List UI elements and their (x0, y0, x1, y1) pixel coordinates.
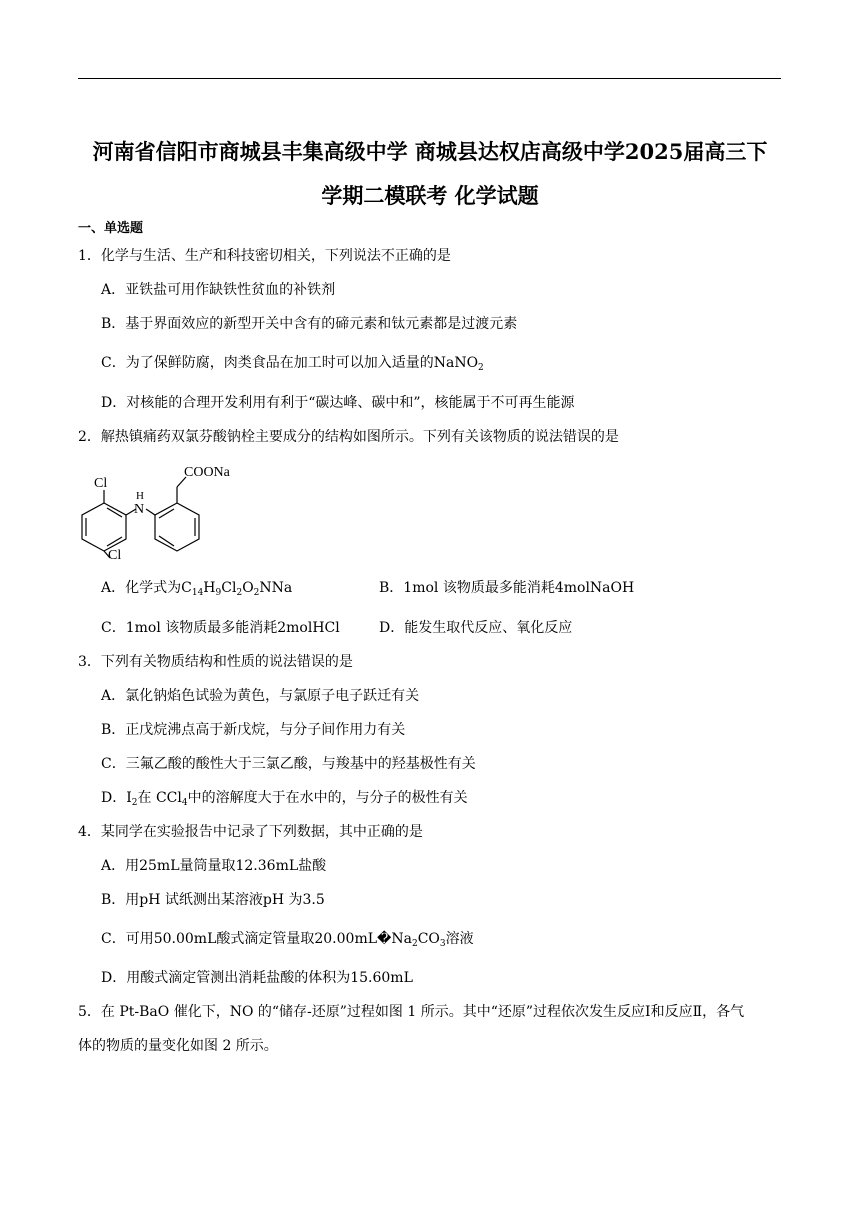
exam-title-line-1: 河南省信阳市商城县丰集高级中学 商城县达权店高级中学2025届高三下 (92, 139, 768, 164)
q4-option-c: C．可用50.00mL酸式滴定管量取$20.00mL�Na_2CO_3$溶液 (101, 931, 474, 949)
q4-option-b: B．用pH 试纸测出某溶液pH 为3.5 (101, 892, 325, 908)
q3-option-d: D．$I_2$在 CCl$_4$中的溶解度大于在水中的，与分子的极性有关 (101, 790, 468, 808)
q1-option-a: A．亚铁盐可用作缺铁性贫血的补铁剂 (101, 282, 336, 298)
q2-option-d: D．能发生取代反应、氧化反应 (379, 620, 573, 636)
structure-cl-top: Cl (94, 476, 108, 491)
q3-option-c: C．三氟乙酸的酸性大于三氯乙酸，与羧基中的羟基极性有关 (101, 756, 476, 772)
q4-stem: 4．某同学在实验报告中记录了下列数据，其中正确的是 (78, 824, 423, 840)
q5-stem-line-2: 体的物质的量变化如图 2 所示。 (78, 1038, 278, 1054)
structure-coona: COONa (184, 465, 230, 480)
q5-stem-line-1: 5．在 Pt-BaO 催化下，NO 的“储存-还原”过程如图 1 所示。其中“还原”过程依次发生反应Ⅰ和反应Ⅱ，各气 (78, 1004, 745, 1020)
q2-option-b: B．1mol 该物质最多能消耗4molNaOH (379, 580, 635, 596)
header-rule (78, 78, 781, 79)
q4-option-d: D．用酸式滴定管测出消耗盐酸的体积为15.60mL (101, 970, 413, 986)
section-heading: 一、单选题 (78, 221, 144, 236)
diclofenac-structure-figure (74, 460, 274, 560)
q3-option-b: B．正戊烷沸点高于新戊烷，与分子间作用力有关 (101, 722, 406, 738)
q1-option-d: D．对核能的合理开发利用有利于“碳达峰、碳中和”，核能属于不可再生能源 (101, 395, 575, 411)
structure-n: N (134, 502, 145, 517)
exam-title-line-2: 学期二模联考 化学试题 (321, 183, 539, 208)
q3-option-a: A．氯化钠焰色试验为黄色，与氯原子电子跃迁有关 (101, 688, 420, 704)
q2-stem: 2．解热镇痛药双氯芬酸钠栓主要成分的结构如图所示。下列有关该物质的说法错误的是 (78, 429, 619, 445)
q2-option-a: A．化学式为$C_{14}H_9Cl_2O_2NNa$ (101, 580, 293, 598)
q3-stem: 3．下列有关物质结构和性质的说法错误的是 (78, 654, 353, 670)
structure-h: H (136, 490, 144, 502)
q1-option-b: B．基于界面效应的新型开关中含有的碲元素和钛元素都是过渡元素 (101, 316, 518, 332)
q1-option-c: C．为了保鲜防腐，肉类食品在加工时可以加入适量的NaNO$_2$ (101, 355, 484, 373)
structure-cl-bottom: Cl (108, 548, 122, 560)
q1-stem: 1．化学与生活、生产和科技密切相关，下列说法不正确的是 (78, 248, 451, 264)
q4-option-a: A．用25mL量筒量取12.36mL盐酸 (101, 858, 327, 874)
q2-option-c: C．1mol 该物质最多能消耗2molHCl (101, 620, 340, 636)
